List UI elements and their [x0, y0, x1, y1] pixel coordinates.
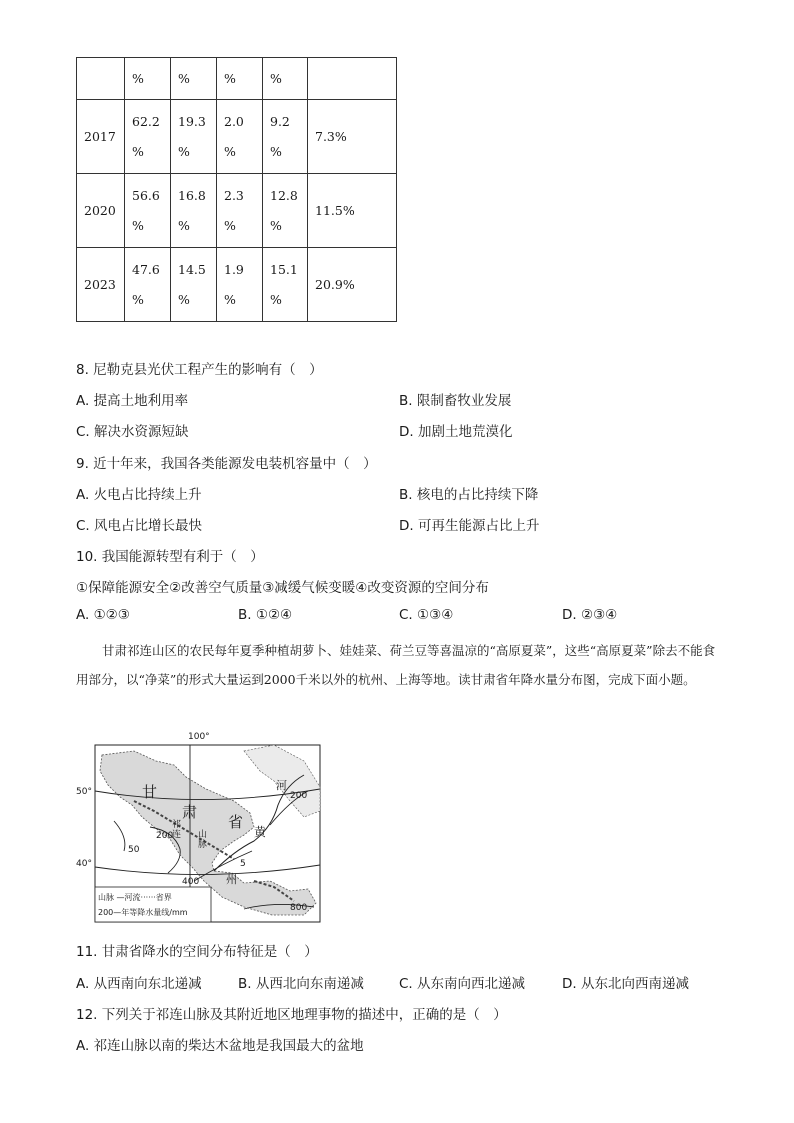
reading-passage: 甘肃祁连山区的农民每年夏季种植胡萝卜、娃娃菜、荷兰豆等喜温凉的“高原夏菜”，这些“高原夏菜”除去不能食用部分，以“净菜”的形式大量运到2000千米以外的杭州、上海等地。读甘肃省年降水量分布图，完成下面小题。: [76, 643, 716, 687]
table-header-cell: %: [263, 58, 308, 100]
value-cell: 2.0 %: [217, 100, 263, 174]
legend-line1: 山脉 —河流······省界: [98, 893, 172, 902]
lian-label: 连: [172, 830, 182, 840]
su-label: 肃: [182, 803, 198, 821]
value-cell: 1.9 %: [217, 248, 263, 322]
value-cell: 14.5 %: [171, 248, 217, 322]
q12-stem: 12. 下列关于祁连山脉及其附近地区地理事物的描述中，正确的是（ ）: [76, 1007, 507, 1023]
table-row: [77, 100, 397, 174]
q11-option-c[interactable]: C. 从东南向西北递减: [399, 976, 526, 992]
q11-stem: 11. 甘肃省降水的空间分布特征是（ ）: [76, 944, 318, 960]
he-label: 河: [276, 779, 287, 792]
q12-option-a[interactable]: A. 祁连山脉以南的柴达木盆地是我国最大的盆地: [76, 1038, 364, 1054]
q9-option-c[interactable]: C. 风电占比增长最快: [76, 518, 203, 534]
q10-option-d[interactable]: D. ②③④: [562, 607, 618, 623]
shan-label: 山: [198, 830, 208, 840]
table-header-cell: %: [125, 58, 171, 100]
q9-option-b[interactable]: B. 核电的占比持续下降: [399, 487, 539, 503]
q8-option-d[interactable]: D. 加剧土地荒漠化: [399, 424, 513, 440]
table-header-row: [77, 58, 397, 100]
table-row: [77, 174, 397, 248]
isohyet-200b-label: 200: [290, 791, 308, 801]
value-cell: 47.6 %: [125, 248, 171, 322]
huang-label: 黄: [254, 825, 267, 839]
lat40-label: 40°: [76, 859, 92, 869]
q8-option-a[interactable]: A. 提高土地利用率: [76, 393, 189, 409]
gan-label: 甘: [142, 783, 158, 801]
q9-option-d[interactable]: D. 可再生能源占比上升: [399, 518, 540, 534]
q11-option-b[interactable]: B. 从西北向东南递减: [238, 976, 364, 992]
isohyet-400-label: 400: [182, 877, 200, 887]
q10-option-c[interactable]: C. ①③④: [399, 607, 454, 623]
value-cell: 16.8 %: [171, 174, 217, 248]
value-cell: 20.9%: [308, 248, 397, 322]
q10-stem: 10. 我国能源转型有利于（ ）: [76, 549, 264, 565]
zhou-label: 州: [226, 873, 237, 886]
q9-option-a[interactable]: A. 火电占比持续上升: [76, 487, 202, 503]
q10-option-a[interactable]: A. ①②③: [76, 607, 130, 623]
isohyet-800-label: 800: [290, 903, 308, 913]
value-cell: 19.3 %: [171, 100, 217, 174]
legend-line2: 200—年等降水量线/mm: [98, 908, 188, 917]
value-cell: 56.6 %: [125, 174, 171, 248]
isohyet-200a-label: 200: [156, 831, 174, 841]
table-header-cell: %: [171, 58, 217, 100]
value-cell: 12.8 %: [263, 174, 308, 248]
qi-label: 祁: [172, 820, 182, 830]
lat50-label: 50°: [76, 787, 92, 797]
value-cell: 11.5%: [308, 174, 397, 248]
mai-label: 脉: [198, 840, 208, 850]
q8-option-b[interactable]: B. 限制畜牧业发展: [399, 393, 512, 409]
table-row: [77, 248, 397, 322]
q10-option-b[interactable]: B. ①②④: [238, 607, 293, 623]
isohyet-5-label: 5: [240, 859, 246, 869]
value-cell: 9.2 %: [263, 100, 308, 174]
lon-label: 100°: [188, 732, 210, 742]
q11-option-a[interactable]: A. 从西南向东北递减: [76, 976, 202, 992]
gansu-precipitation-map: [76, 731, 322, 923]
value-cell: 62.2 %: [125, 100, 171, 174]
q8-stem: 8. 尼勒克县光伏工程产生的影响有（ ）: [76, 362, 323, 378]
year-cell: 2023: [77, 248, 125, 322]
table-header-cell: %: [217, 58, 263, 100]
q11-option-d[interactable]: D. 从东北向西南递减: [562, 976, 689, 992]
table-header-cell: [77, 58, 125, 100]
table-header-cell: [308, 58, 397, 100]
sheng-label: 省: [228, 813, 244, 831]
q9-stem: 9. 近十年来，我国各类能源发电装机容量中（ ）: [76, 456, 377, 472]
value-cell: 2.3 %: [217, 174, 263, 248]
energy-table: [76, 57, 397, 322]
q8-option-c[interactable]: C. 解决水资源短缺: [76, 424, 189, 440]
year-cell: 2017: [77, 100, 125, 174]
isohyet-50-label: 50: [128, 845, 140, 855]
value-cell: 15.1 %: [263, 248, 308, 322]
year-cell: 2020: [77, 174, 125, 248]
q10-items: ①保障能源安全②改善空气质量③减缓气候变暖④改变资源的空间分布: [76, 580, 489, 596]
value-cell: 7.3%: [308, 100, 397, 174]
